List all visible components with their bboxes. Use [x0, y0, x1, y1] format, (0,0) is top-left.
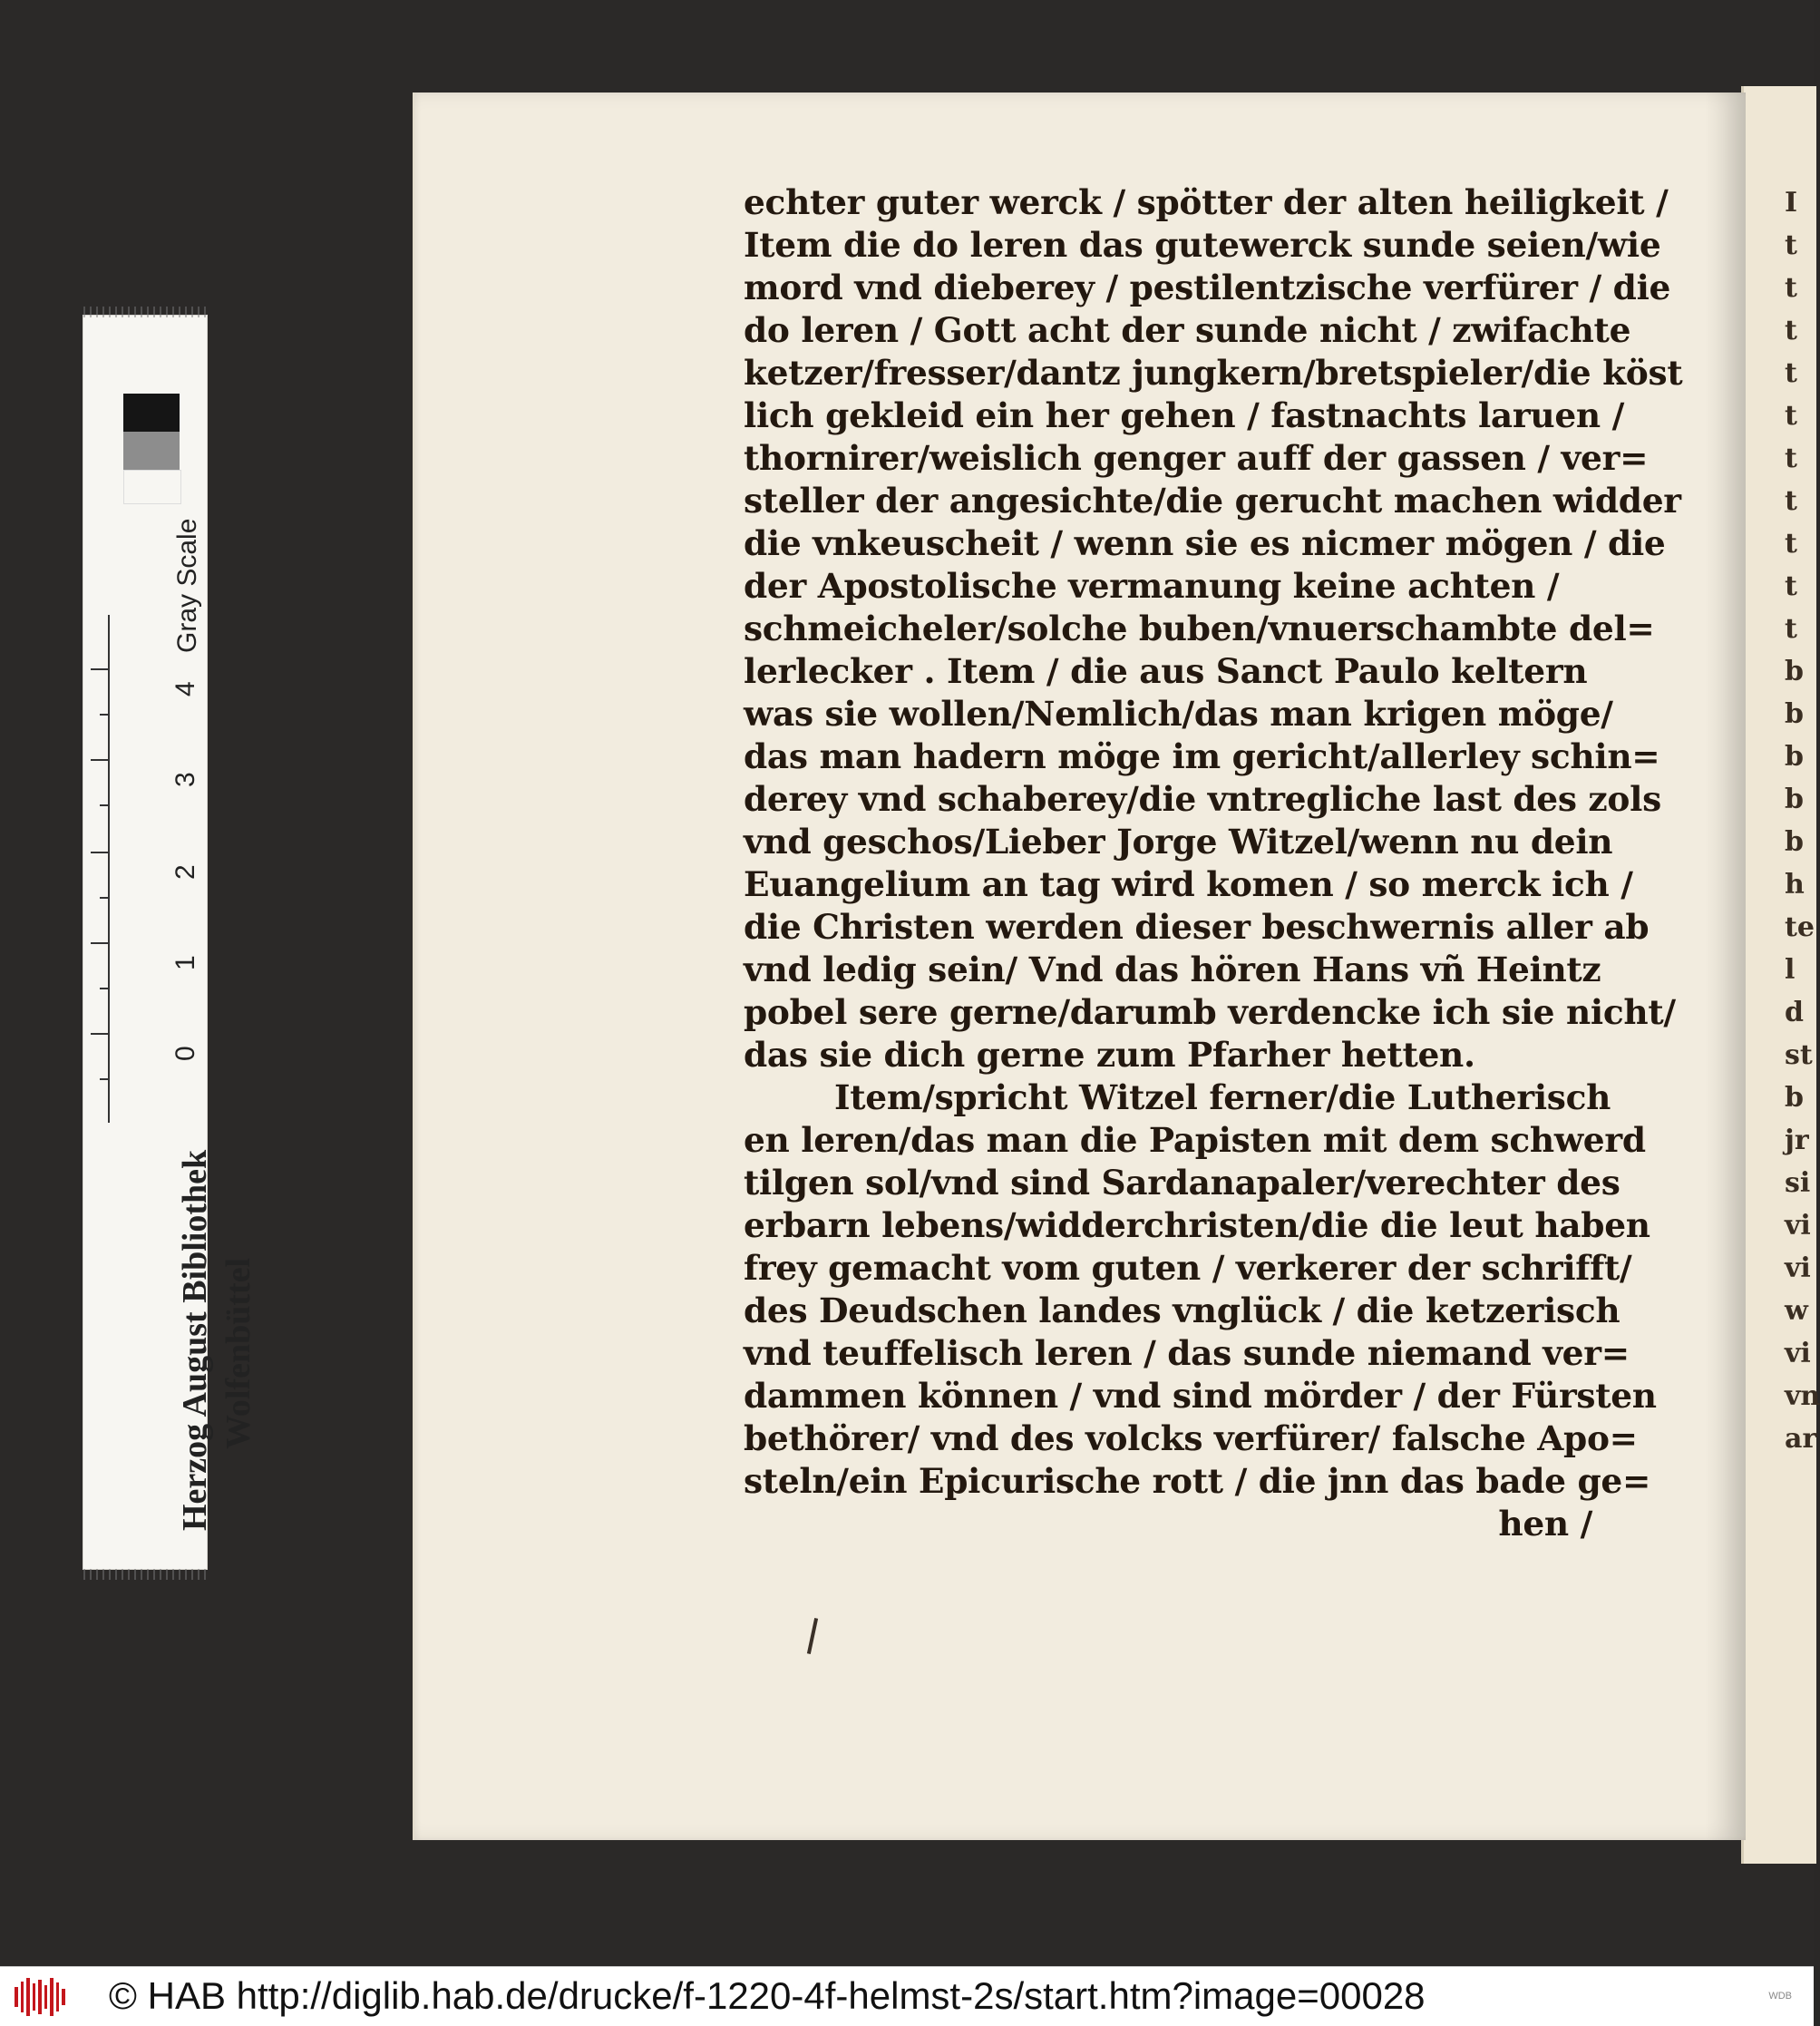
next-page-letter: te [1785, 911, 1815, 943]
text-line: das sie dich gerne zum Pfarher hetten. [744, 1035, 1475, 1075]
catchword: hen / [1498, 1504, 1592, 1544]
text-line: Item die do leren das gutewerck sunde seien/wie [744, 225, 1661, 265]
next-page-letter: t [1785, 528, 1797, 560]
color-scale-ruler [83, 316, 258, 1569]
text-line: des Deudschen landes vnglück / die ketzerisch [744, 1291, 1620, 1330]
next-page-letter: t [1785, 357, 1797, 389]
text-line: ketzer/fresser/dantz jungkern/bretspieler/die köst [744, 353, 1683, 393]
text-line: das man hadern möge im gericht/allerley schin= [744, 736, 1660, 776]
text-line: vnd ledig sein/ Vnd das hören Hans vñ Heintz [744, 950, 1601, 989]
text-line: steller der angesichte/die gerucht machen widder [744, 481, 1681, 521]
next-page-letter: d [1785, 997, 1804, 1028]
ruler-number: 0 [170, 1046, 200, 1061]
white-swatch [123, 470, 181, 504]
ruler-number: 1 [170, 955, 200, 970]
text-line: vnd teuffelisch leren / das sunde niemand ver= [744, 1333, 1630, 1373]
next-page-letter: t [1785, 613, 1797, 645]
text-line: mord vnd dieberey / pestilentzische verfürer / die [744, 268, 1671, 307]
next-page-letter: l [1785, 954, 1796, 986]
next-page-letter: st [1785, 1039, 1813, 1071]
next-page-letter: b [1785, 1082, 1804, 1114]
next-page-letter: h [1785, 869, 1805, 901]
next-page-text-fragment [1785, 181, 1820, 1505]
next-page-letter: t [1785, 229, 1797, 261]
text-line: die vnkeuscheit / wenn sie es nicmer mögen / die [744, 523, 1666, 563]
next-page-letter: vi [1785, 1210, 1811, 1242]
next-page-letter: vi [1785, 1338, 1811, 1369]
barcode-logo-icon [13, 1978, 69, 2016]
next-page-letter: t [1785, 570, 1797, 602]
grayscale-label: Gray Scale [172, 518, 202, 653]
text-line: die Christen werden dieser beschwernis aller ab [744, 907, 1650, 947]
text-line: derey vnd schaberey/die vntregliche last des zols [744, 779, 1661, 819]
next-page-letter: vn [1785, 1380, 1820, 1412]
institution-city: Wolfenbüttel [219, 1257, 258, 1449]
text-line: en leren/das man die Papisten mit dem schwerd [744, 1120, 1646, 1160]
next-page-letter: b [1785, 741, 1804, 773]
text-line: lich gekleid ein her gehen / fastnachts laruen / [744, 395, 1625, 435]
next-page-letter: t [1785, 485, 1797, 517]
ruler-number: 2 [170, 864, 200, 880]
text-line: vnd geschos/Lieber Jorge Witzel/wenn nu dein [744, 822, 1613, 862]
next-page-letter: jr [1785, 1125, 1809, 1156]
ruler-number: 3 [170, 772, 200, 787]
next-page-letter: b [1785, 698, 1804, 730]
text-line: Euangelium an tag wird komen / so merck ich / [744, 864, 1633, 904]
text-line: steln/ein Epicurische rott / die jnn das bade ge= [744, 1461, 1651, 1501]
next-page-letter: b [1785, 656, 1804, 687]
next-page-letter: t [1785, 443, 1797, 474]
ruler-number: 4 [170, 681, 200, 696]
next-page-letter: b [1785, 826, 1804, 858]
text-line: erbarn lebens/widderchristen/die die leut haben [744, 1205, 1650, 1245]
next-page-letter: t [1785, 272, 1797, 304]
page-text-block [744, 181, 1683, 1545]
footer-bar [0, 1966, 1814, 2026]
next-page-letter: vi [1785, 1252, 1811, 1284]
text-line: thornirer/weislich genger auff der gassen / ver= [744, 438, 1649, 478]
next-page-letter: t [1785, 400, 1797, 432]
next-page-letter: t [1785, 315, 1797, 346]
grey-swatch [123, 432, 180, 470]
text-line: bethörer/ vnd des volcks verfürer/ falsche Apo= [744, 1418, 1638, 1458]
next-page-letter: ar [1785, 1423, 1817, 1455]
gutter-shadow [1705, 93, 1746, 1840]
text-line: do leren / Gott acht der sunde nicht / zwifachte [744, 310, 1631, 350]
text-line: tilgen sol/vnd sind Sardanapaler/verechter des [744, 1163, 1620, 1203]
next-page-letter: b [1785, 784, 1804, 815]
black-swatch [123, 394, 180, 432]
copyright-url: © HAB http://diglib.hab.de/drucke/f-1220-4f-helmst-2s/start.htm?image=00028 [109, 1974, 1426, 2017]
text-line: lerlecker . Item / die aus Sanct Paulo keltern [744, 651, 1588, 691]
institution-name: Herzog August Bibliothek [176, 1149, 214, 1531]
next-page-letter: w [1785, 1295, 1808, 1327]
ruler-scale [91, 615, 127, 1123]
text-line: pobel sere gerne/darumb verdencke ich sie nicht/ [744, 992, 1676, 1032]
text-line: echter guter werck / spötter der alten heiligkeit / [744, 182, 1669, 222]
next-page-letter: I [1785, 187, 1798, 219]
text-line: der Apostolische vermanung keine achten / [744, 566, 1560, 606]
text-line: dammen können / vnd sind mörder / der Fürsten [744, 1376, 1657, 1416]
ruler-ticks-top [83, 307, 207, 317]
text-line: was sie wollen/Nemlich/das man krigen möge/ [744, 694, 1613, 734]
next-page-letter: si [1785, 1167, 1811, 1199]
text-line-paragraph-start: Item/spricht Witzel ferner/die Lutherisch [834, 1077, 1611, 1117]
ruler-ticks-bottom [83, 1569, 207, 1580]
text-line: schmeicheler/solche buben/vnuerschambte del= [744, 609, 1655, 648]
text-line: frey gemacht vom guten / verkerer der schrifft/ [744, 1248, 1632, 1288]
wdb-tag: WDB [1768, 1991, 1792, 2002]
